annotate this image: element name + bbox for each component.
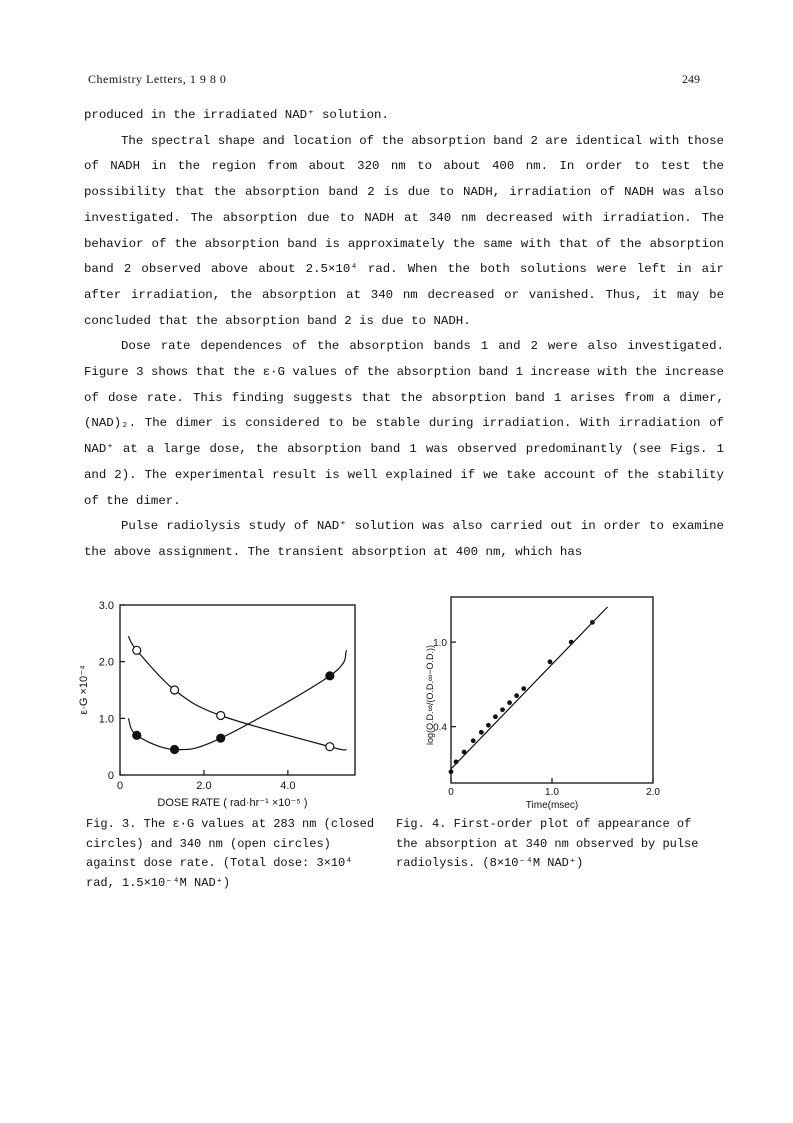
data-point: [493, 714, 498, 719]
figure-3-caption: [86, 815, 376, 893]
figure-3-chart: [70, 590, 370, 820]
y-tick-label: 1.0: [98, 713, 114, 726]
x-axis-label: DOSE RATE ( rad·hr⁻¹ ×10⁻⁵ ): [157, 797, 308, 809]
paragraph-3: Dose rate dependences of the absorption bands 1 and 2 were also investigated. Figure 3 shows that the ε·G values of the absorption band 1 increase with the increase of dose rate. This finding suggests that the absorption band 1 arises from a dimer, (NAD)₂. The dimer is considered to be stable during irradiation. With irradiation of NAD⁺ at a large dose, the absorption band 1 was observed predominantly (see Figs. 1 and 2). The experimental result is well explained if we take account of the stability of the dimer.: [84, 339, 724, 508]
x-tick-label: 0: [448, 787, 454, 798]
closed-circle-point: [326, 672, 334, 680]
x-tick-label: 0: [116, 780, 124, 792]
data-point: [590, 620, 595, 625]
data-point: [449, 769, 454, 774]
closed-circle-point: [171, 746, 179, 754]
data-point: [521, 686, 526, 691]
data-point: [471, 738, 476, 743]
y-tick-label: 0: [107, 770, 114, 782]
data-point: [507, 700, 512, 705]
y-tick-label: 3.0: [98, 600, 114, 612]
figure-4-caption: [396, 815, 706, 874]
figure-4-caption-text: First-order plot of appearance of the absorption at 340 nm observed by pulse radiolysis. (8×10⁻⁴M NAD⁺): [396, 817, 699, 870]
x-tick-label: 2.0: [196, 780, 212, 792]
x-tick-label: 4.0: [280, 780, 296, 792]
data-point: [486, 723, 491, 728]
data-point: [569, 640, 574, 645]
figure-3-caption-text: The ε·G values at 283 nm (closed circles) and 340 nm (open circles) against dose rate. (Total dose: 3×10⁴ rad, 1.5×10⁻⁴M NAD⁺): [86, 817, 375, 890]
plot-frame: [451, 597, 653, 783]
y-tick-label: 0.4: [433, 722, 447, 734]
x-tick-label: 2.0: [646, 787, 660, 798]
y-tick-label: 2.0: [98, 656, 114, 669]
journal-name: Chemistry Letters, 1 9 8 0: [88, 72, 227, 86]
figure-3-plot: [70, 590, 370, 820]
y-tick-label: 1.0: [433, 638, 447, 650]
paragraph-4: Pulse radiolysis study of NAD⁺ solution was also carried out in order to examine the above assignment. The transient absorption at 400 nm, which has: [84, 519, 724, 559]
fit-line: [451, 607, 608, 769]
data-point: [454, 759, 459, 764]
closed-circle-point: [217, 734, 225, 742]
closed-series-curve: [128, 650, 346, 749]
figure-4-chart: [388, 585, 688, 815]
open-circle-point: [171, 686, 179, 694]
plot-frame: [120, 605, 355, 775]
data-point: [514, 693, 519, 698]
data-point: [462, 750, 467, 755]
open-series-curve: [128, 636, 346, 750]
y-axis-label: ε·G ×10⁻⁴: [78, 665, 90, 715]
figure-4-plot: [388, 585, 688, 815]
x-tick-label: 1.0: [545, 787, 559, 798]
open-circle-point: [217, 712, 225, 720]
open-circle-point: [133, 646, 141, 654]
body-text: [84, 103, 724, 566]
data-point: [479, 730, 484, 735]
x-axis-label: Time(msec): [525, 800, 579, 811]
open-circle-point: [326, 743, 334, 751]
figure-3-caption-label: Fig. 3.: [86, 817, 137, 831]
paragraph-1: produced in the irradiated NAD⁺ solution.: [84, 108, 389, 122]
closed-circle-point: [133, 731, 141, 739]
page-header: [88, 72, 712, 90]
data-point: [500, 707, 505, 712]
paragraph-2: The spectral shape and location of the absorption band 2 are identical with those of NADH in the region from about 320 nm to about 400 nm. In order to test the possibility that the absorption band 2 is due to NADH, irradiation of NADH was also investigated. The absorption due to NADH at 340 nm decreased with irradiation. The behavior of the absorption band is approximately the same with that of the absorption band 2 observed above about 2.5×10⁴ rad. When the both solutions were left in air after irradiation, the absorption at 340 nm decreased or vanished. Thus, it may be concluded that the absorption band 2 is due to NADH.: [84, 133, 724, 328]
data-point: [548, 659, 553, 664]
page-number: 249: [682, 72, 700, 86]
y-axis-label: log(O.D.∞/(O.D.∞−O.D.)): [425, 644, 435, 746]
figure-4-caption-label: Fig. 4.: [396, 817, 447, 831]
